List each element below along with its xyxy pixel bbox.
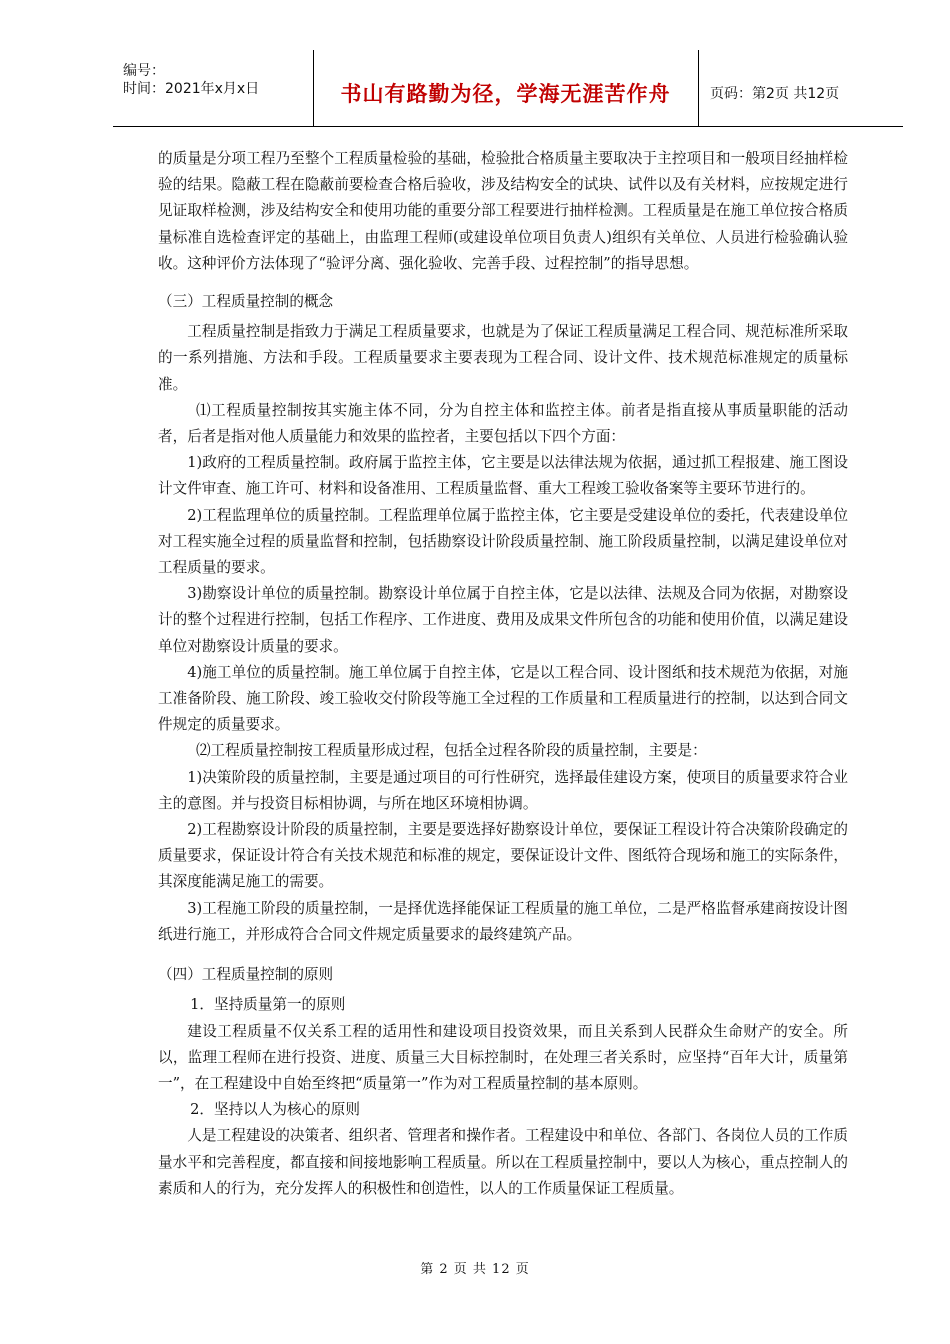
body-paragraph: 工程质量控制是指致力于满足工程质量要求，也就是为了保证工程质量满足工程合同、规范标准所采取的一系列措施、方法和手段。工程质量要求主要表现为工程合同、设计文件、技术规范标准规定的质量标准。 [158,323,848,393]
body-paragraph: 1)政府的工程质量控制。政府属于监控主体，它主要是以法律法规为依据，通过抓工程报建、施工图设计文件审查、施工许可、材料和设备准用、工程质量监督、重大工程竣工验收备案等主要环节进行的。 [158,454,848,498]
document-body [158,146,848,1202]
body-paragraph: ⑴工程质量控制按其实施主体不同，分为自控主体和监控主体。前者是指直接从事质量职能的活动者，后者是指对他人质量能力和效果的监控者，主要包括以下四个方面： [158,401,848,446]
body-paragraph: 2)工程监理单位的质量控制。工程监理单位属于监控主体，它主要是受建设单位的委托，代表建设单位对工程实施全过程的质量监督和控制，包括勘察设计阶段质量控制、施工阶段质量控制，以满足建设单位对工程质量的要求。 [158,506,848,577]
body-paragraph: 2)工程勘察设计阶段的质量控制，主要是要选择好勘察设计单位，要保证工程设计符合决策阶段确定的质量要求，保证设计符合有关技术规范和标准的规定，要保证设计文件、图纸符合现场和施工的实际条件，其深度能满足施工的需要。 [158,821,848,891]
document-time-label: 时间：2021年x月x日 [123,81,260,97]
header-page-info: 页码：第2页 共12页 [710,86,840,102]
section-heading: （三）工程质量控制的概念 [158,293,334,311]
document-number-label: 编号： [123,63,165,79]
page-header [113,50,903,127]
body-paragraph: 4)施工单位的质量控制。施工单位属于自控主体，它是以工程合同、设计图纸和技术规范为依据，对施工准备阶段、施工阶段、竣工验收交付阶段等施工全过程的工作质量和工程质量进行的控制，以达到合同文件规定的质量要求。 [158,663,848,734]
header-motto-cell [313,50,699,126]
body-paragraph: 3)勘察设计单位的质量控制。勘察设计单位属于自控主体，它是以法律、法规及合同为依据，对勘察设计的整个过程进行控制，包括工作程序、工作进度、费用及成果文件所包含的功能和使用价值，以满足建设单位对勘察设计质量的要求。 [158,585,848,655]
body-paragraph: 1)决策阶段的质量控制，主要是通过项目的可行性研究，选择最佳建设方案，使项目的质量要求符合业主的意图。并与投资目标相协调，与所在地区环境相协调。 [158,768,848,812]
subsection-heading: 1．坚持质量第一的原则 [190,996,346,1014]
body-paragraph: 的质量是分项工程乃至整个工程质量检验的基础，检验批合格质量主要取决于主控项目和一般项目经抽样检验的结果。隐蔽工程在隐蔽前要检查合格后验收，涉及结构安全的试块、试件以及有关材料，应按规定进行见证取样检测，涉及结构安全和使用功能的重要分部工程要进行抽样检测。工程质量是在施工单位按合格质量标准自选检查评定的基础上，由监理工程师(或建设单位项目负责人)组织有关单位、人员进行检验确认验收。这种评价方法体现了“验评分离、强化验收、完善手段、过程控制”的指导思想。 [158,150,848,272]
section-heading: （四）工程质量控制的原则 [158,966,334,984]
header-motto: 书山有路勤为径，学海无涯苦作舟 [340,82,671,106]
body-paragraph: 人是工程建设的决策者、组织者、管理者和操作者。工程建设中和单位、各部门、各岗位人员的工作质量水平和完善程度，都直接和间接地影响工程质量。所以在工程质量控制中，要以人为核心，重点控制人的素质和人的行为，充分发挥人的积极性和创造性，以人的工作质量保证工程质量。 [158,1127,848,1197]
body-paragraph: 3)工程施工阶段的质量控制，一是择优选择能保证工程质量的施工单位，二是严格监督承建商按设计图纸进行施工，并形成符合合同文件规定质量要求的最终建筑产品。 [158,899,848,943]
page-footer: 第 2 页 共 12 页 [420,1262,530,1277]
body-paragraph: 建设工程质量不仅关系工程的适用性和建设项目投资效果，而且关系到人民群众生命财产的安全。所以，监理工程师在进行投资、进度、质量三大目标控制时，在处理三者关系时，应坚持“百年大计，质量第一”，在工程建设中自始至终把“质量第一”作为对工程质量控制的基本原则。 [158,1022,848,1092]
subsection-heading: 2．坚持以人为核心的原则 [190,1101,360,1119]
header-page-cell [698,50,903,126]
header-meta-cell [113,50,314,126]
body-paragraph: ⑵工程质量控制按工程质量形成过程，包括全过程各阶段的质量控制，主要是： [195,742,707,760]
